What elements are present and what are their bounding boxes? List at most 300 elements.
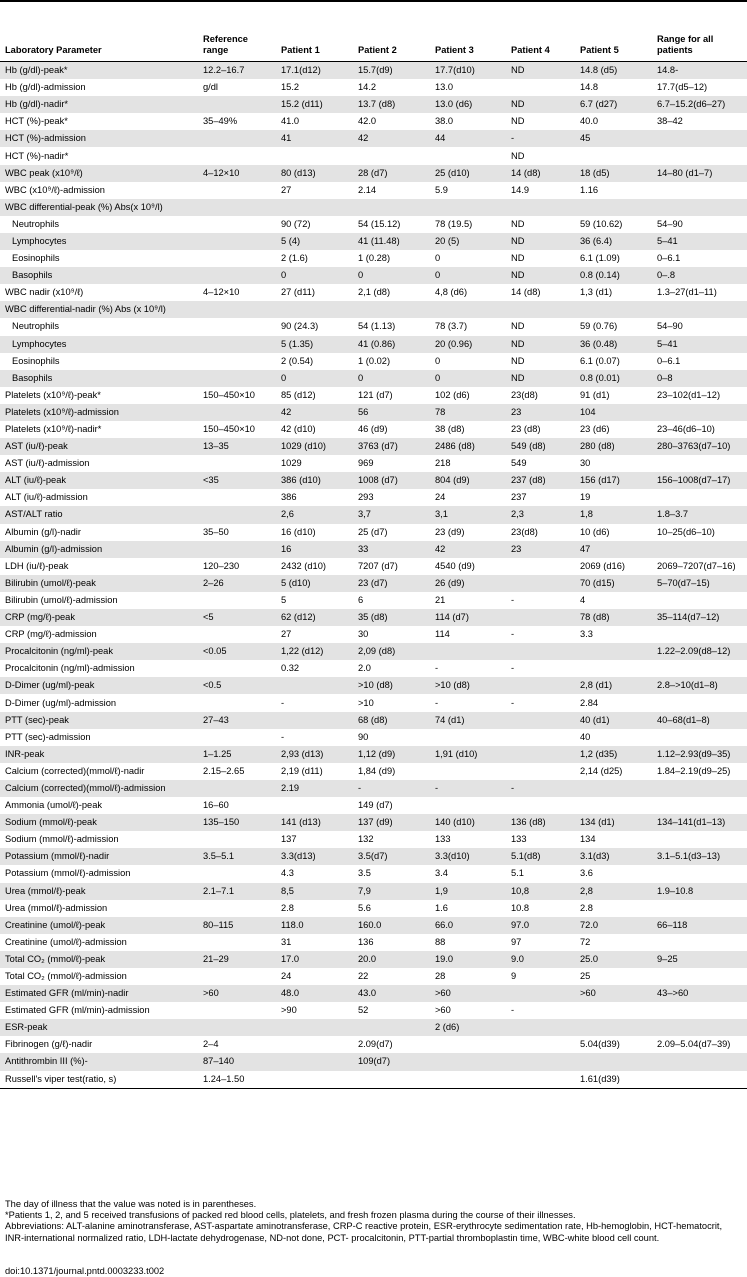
value-cell bbox=[430, 1071, 506, 1089]
parameter-cell: Hb (g/dl)-peak* bbox=[0, 62, 198, 80]
value-cell: 14.8 (d5) bbox=[575, 62, 652, 80]
value-cell: 5.1(d8) bbox=[506, 848, 575, 865]
table-row bbox=[0, 746, 747, 763]
parameter-cell: Platelets (x10⁹/ℓ)-nadir* bbox=[5, 424, 102, 435]
value-cell: 3.3(d13) bbox=[276, 848, 353, 865]
value-cell: 38 (d8) bbox=[435, 424, 465, 435]
value-cell: 90 (72) bbox=[281, 218, 311, 229]
value-cell: 2,1 (d8) bbox=[358, 287, 391, 298]
value-cell: 156–1008(d7–17) bbox=[652, 472, 747, 489]
value-cell: 0 bbox=[353, 267, 430, 284]
value-cell: 1,9 bbox=[430, 883, 506, 900]
table-row bbox=[0, 165, 747, 182]
value-cell: 74 (d1) bbox=[430, 712, 506, 729]
value-cell: 136 bbox=[358, 936, 374, 947]
value-cell: 90 (24.3) bbox=[281, 321, 319, 332]
value-cell bbox=[198, 541, 276, 558]
value-cell bbox=[652, 934, 747, 951]
value-cell: 20 (5) bbox=[430, 233, 506, 250]
value-cell: 42 bbox=[276, 404, 353, 421]
value-cell: 23(d8) bbox=[511, 526, 538, 537]
value-cell: 1,8 bbox=[575, 506, 652, 523]
table-row bbox=[0, 387, 747, 404]
parameter-cell: HCT (%)-peak* bbox=[5, 116, 68, 127]
value-cell: 54 (15.12) bbox=[358, 218, 401, 229]
value-cell bbox=[652, 404, 747, 421]
value-cell: 21 bbox=[435, 594, 446, 605]
value-cell: 2,93 (d13) bbox=[276, 746, 353, 763]
lab-results-table bbox=[0, 22, 747, 1089]
value-cell bbox=[652, 1019, 747, 1036]
table-row bbox=[0, 216, 747, 233]
table-row bbox=[0, 353, 747, 370]
value-cell bbox=[575, 199, 652, 216]
parameter-cell: Total CO₂ (mmol/ℓ)-admission bbox=[5, 971, 127, 982]
value-cell: 0 bbox=[353, 370, 430, 387]
value-cell: 7,9 bbox=[353, 883, 430, 900]
table-row bbox=[0, 968, 747, 985]
parameter-cell: AST/ALT ratio bbox=[0, 506, 198, 523]
value-cell: 134–141(d1–13) bbox=[652, 814, 747, 831]
value-cell: 97.0 bbox=[506, 917, 575, 934]
value-cell: 2–4 bbox=[203, 1039, 219, 1050]
value-cell bbox=[506, 558, 575, 575]
value-cell: 25 (d7) bbox=[358, 526, 388, 537]
value-cell bbox=[575, 1002, 652, 1019]
value-cell bbox=[198, 780, 276, 797]
value-cell: 137 (d9) bbox=[353, 814, 430, 831]
value-cell: 48.0 bbox=[276, 985, 353, 1002]
value-cell: 2 (0.54) bbox=[281, 355, 314, 366]
table-row bbox=[0, 147, 747, 164]
value-cell bbox=[506, 575, 575, 592]
value-cell: 1029 bbox=[281, 458, 302, 469]
value-cell bbox=[198, 147, 276, 164]
value-cell: 35–50 bbox=[203, 526, 229, 537]
value-cell: 35–49% bbox=[203, 116, 238, 127]
header-patient-3: Patient 3 bbox=[430, 22, 506, 62]
parameter-cell: Albumin (g/l)-nadir bbox=[5, 526, 81, 537]
value-cell: 23 (d6) bbox=[580, 424, 610, 435]
parameter-cell: WBC nadir (x10⁹/ℓ) bbox=[5, 287, 84, 298]
value-cell bbox=[276, 199, 353, 216]
value-cell bbox=[575, 780, 652, 797]
value-cell bbox=[506, 643, 575, 660]
value-cell: 7207 (d7) bbox=[358, 560, 398, 571]
value-cell: 2–26 bbox=[198, 575, 276, 592]
value-cell: ND bbox=[506, 267, 575, 284]
table-row bbox=[0, 814, 747, 831]
value-cell bbox=[506, 199, 575, 216]
value-cell bbox=[353, 301, 430, 318]
table-row bbox=[0, 934, 747, 951]
value-cell: 1,91 (d10) bbox=[430, 746, 506, 763]
value-cell bbox=[506, 712, 575, 729]
value-cell bbox=[430, 199, 506, 216]
value-cell: 31 bbox=[281, 936, 292, 947]
value-cell bbox=[276, 797, 353, 814]
parameter-cell: Total CO₂ (mmol/ℓ)-peak bbox=[0, 951, 198, 968]
value-cell: 1008 (d7) bbox=[353, 472, 430, 489]
table-row bbox=[0, 506, 747, 523]
table-row bbox=[0, 1071, 747, 1089]
value-cell: 2 (d6) bbox=[430, 1019, 506, 1036]
value-cell: 280 (d8) bbox=[575, 438, 652, 455]
value-cell: - bbox=[353, 780, 430, 797]
value-cell bbox=[276, 147, 353, 164]
value-cell bbox=[506, 79, 575, 96]
table-row bbox=[0, 336, 747, 353]
value-cell: 386 bbox=[281, 492, 297, 503]
table-row bbox=[0, 660, 747, 677]
value-cell: 40.0 bbox=[580, 116, 599, 127]
value-cell bbox=[506, 1071, 575, 1089]
table-row bbox=[0, 267, 747, 284]
value-cell: - bbox=[281, 731, 285, 742]
value-cell: 0.8 (0.01) bbox=[575, 370, 652, 387]
value-cell bbox=[353, 1071, 430, 1089]
parameter-cell: Potassium (mmol/ℓ)-nadir bbox=[0, 848, 198, 865]
value-cell: 24 bbox=[281, 971, 292, 982]
value-cell: - bbox=[435, 663, 439, 674]
value-cell bbox=[575, 660, 652, 677]
value-cell: 150–450×10 bbox=[203, 389, 255, 400]
value-cell bbox=[198, 968, 276, 985]
value-cell: 16 (d10) bbox=[281, 526, 316, 537]
value-cell: 1,84 (d9) bbox=[358, 765, 396, 776]
parameter-cell: WBC differential-nadir (%) Abs (x 10⁹/l) bbox=[0, 301, 198, 318]
table-row bbox=[0, 626, 747, 643]
value-cell: 1–1.25 bbox=[198, 746, 276, 763]
value-cell: 62 (d12) bbox=[276, 609, 353, 626]
table-row bbox=[0, 541, 747, 558]
value-cell: 23 bbox=[506, 541, 575, 558]
value-cell bbox=[652, 797, 747, 814]
value-cell: 59 (0.76) bbox=[580, 321, 618, 332]
value-cell bbox=[652, 489, 747, 506]
value-cell: ND bbox=[506, 370, 575, 387]
value-cell: 237 (d8) bbox=[506, 472, 575, 489]
value-cell: 41 (0.86) bbox=[353, 336, 430, 353]
value-cell: 1,3 (d1) bbox=[580, 287, 613, 298]
value-cell: 56 bbox=[353, 404, 430, 421]
value-cell bbox=[652, 541, 747, 558]
value-cell: 2432 (d10) bbox=[281, 560, 326, 571]
header-patient-4: Patient 4 bbox=[506, 22, 575, 62]
value-cell bbox=[575, 1053, 652, 1070]
value-cell: 44 bbox=[430, 130, 506, 147]
value-cell: 2.0 bbox=[358, 663, 371, 674]
value-cell: 549 bbox=[511, 458, 527, 469]
value-cell: 2.09(d7) bbox=[358, 1039, 393, 1050]
value-cell: 114 bbox=[435, 629, 450, 640]
value-cell bbox=[652, 900, 747, 917]
value-cell: 13.0 bbox=[435, 82, 454, 93]
value-cell: 2.15–2.65 bbox=[203, 765, 245, 776]
parameter-cell: D-Dimer (ug/ml)-peak bbox=[0, 677, 198, 694]
value-cell: 27 bbox=[281, 629, 292, 640]
value-cell: 150–450×10 bbox=[203, 424, 255, 435]
value-cell: 549 (d8) bbox=[506, 438, 575, 455]
value-cell: 160.0 bbox=[353, 917, 430, 934]
value-cell: ND bbox=[511, 150, 525, 161]
value-cell: 42 bbox=[430, 541, 506, 558]
value-cell: - bbox=[506, 130, 575, 147]
value-cell: 2,19 (d11) bbox=[281, 765, 323, 776]
value-cell: 134 (d1) bbox=[575, 814, 652, 831]
value-cell bbox=[198, 694, 276, 711]
value-cell bbox=[652, 455, 747, 472]
value-cell: 2.8 bbox=[281, 902, 294, 913]
parameter-cell: HCT (%)-nadir* bbox=[5, 150, 69, 161]
value-cell bbox=[198, 592, 276, 609]
value-cell bbox=[198, 404, 276, 421]
value-cell: 13.0 (d6) bbox=[430, 96, 506, 113]
value-cell bbox=[652, 147, 747, 164]
value-cell: 40 bbox=[580, 731, 591, 742]
value-cell: ND bbox=[511, 218, 525, 229]
value-cell: 33 bbox=[353, 541, 430, 558]
value-cell: 1.84–2.19(d9–25) bbox=[657, 765, 731, 776]
value-cell: 13.7 (d8) bbox=[353, 96, 430, 113]
value-cell: 23(d8) bbox=[511, 389, 538, 400]
value-cell: >90 bbox=[281, 1005, 297, 1016]
parameter-cell: CRP (mg/ℓ)-admission bbox=[5, 629, 97, 640]
value-cell bbox=[198, 336, 276, 353]
value-cell bbox=[353, 147, 430, 164]
parameter-cell: AST (iu/ℓ)-peak bbox=[0, 438, 198, 455]
value-cell: 10 (d6) bbox=[580, 526, 610, 537]
value-cell: 66–118 bbox=[652, 917, 747, 934]
parameter-cell: Bilirubin (umol/ℓ)-peak bbox=[0, 575, 198, 592]
value-cell: >60 bbox=[198, 985, 276, 1002]
value-cell bbox=[276, 301, 353, 318]
value-cell: <0.05 bbox=[198, 643, 276, 660]
value-cell: 47 bbox=[575, 541, 652, 558]
table-row bbox=[0, 233, 747, 250]
value-cell: 45 bbox=[575, 130, 652, 147]
value-cell: 23–46(d6–10) bbox=[657, 424, 715, 435]
value-cell: 70 (d15) bbox=[575, 575, 652, 592]
value-cell: 36 (0.48) bbox=[575, 336, 652, 353]
value-cell: 237 bbox=[511, 492, 527, 503]
value-cell bbox=[652, 694, 747, 711]
value-cell: 10–25(d6–10) bbox=[657, 526, 715, 537]
table-row bbox=[0, 318, 747, 335]
value-cell: 3,1 bbox=[430, 506, 506, 523]
value-cell bbox=[198, 489, 276, 506]
value-cell: 6.7–15.2(d6–27) bbox=[652, 96, 747, 113]
value-cell: 5 bbox=[281, 594, 287, 605]
value-cell: 22 bbox=[358, 971, 369, 982]
value-cell: 0 bbox=[430, 370, 506, 387]
value-cell: 72 bbox=[580, 936, 591, 947]
value-cell: 5–41 bbox=[652, 233, 747, 250]
parameter-cell: PTT (sec)-peak bbox=[0, 712, 198, 729]
parameter-cell: Basophils bbox=[0, 267, 198, 284]
header-reference-range: Reference range bbox=[198, 22, 276, 62]
value-cell bbox=[652, 1053, 747, 1070]
value-cell: 4,8 (d6) bbox=[435, 287, 468, 298]
value-cell: 40–68(d1–8) bbox=[652, 712, 747, 729]
value-cell: 133 bbox=[435, 834, 451, 845]
table-row bbox=[0, 524, 747, 541]
parameter-cell: Russell's viper test(ratio, s) bbox=[0, 1071, 198, 1089]
value-cell: 35–114(d7–12) bbox=[652, 609, 747, 626]
parameter-cell: Hb (g/dl)-nadir* bbox=[0, 96, 198, 113]
value-cell bbox=[198, 353, 276, 370]
value-cell: 59 (10.62) bbox=[580, 218, 623, 229]
value-cell: 3.1–5.1(d3–13) bbox=[652, 848, 747, 865]
parameter-cell: Calcium (corrected)(mmol/ℓ)-admission bbox=[0, 780, 198, 797]
value-cell: 23 (d7) bbox=[353, 575, 430, 592]
value-cell: 88 bbox=[435, 936, 446, 947]
value-cell: ND bbox=[511, 116, 525, 127]
value-cell: 23 bbox=[506, 404, 575, 421]
value-cell: 2.19 bbox=[276, 780, 353, 797]
value-cell bbox=[198, 934, 276, 951]
value-cell: 20.0 bbox=[353, 951, 430, 968]
value-cell: 80 (d13) bbox=[276, 165, 353, 182]
header-parameter: Laboratory Parameter bbox=[0, 22, 198, 62]
parameter-cell: WBC differential-peak (%) Abs(x 10⁹/l) bbox=[0, 199, 198, 216]
value-cell: 14.2 bbox=[358, 82, 377, 93]
value-cell: 27–43 bbox=[198, 712, 276, 729]
parameter-cell: Bilirubin (umol/ℓ)-admission bbox=[5, 594, 118, 605]
header-patient-1: Patient 1 bbox=[276, 22, 353, 62]
table-body bbox=[0, 62, 747, 1089]
table-row bbox=[0, 643, 747, 660]
parameter-cell: Fibrinogen (g/ℓ)-nadir bbox=[5, 1039, 93, 1050]
table-row bbox=[0, 780, 747, 797]
value-cell: <5 bbox=[198, 609, 276, 626]
value-cell: 134 bbox=[580, 834, 596, 845]
value-cell bbox=[506, 746, 575, 763]
parameter-cell: AST (iu/ℓ)-admission bbox=[5, 458, 90, 469]
parameter-cell: Eosinophils bbox=[12, 253, 60, 264]
value-cell bbox=[430, 797, 506, 814]
parameter-cell: Neutrophils bbox=[12, 218, 60, 229]
value-cell: 6.1 (0.07) bbox=[580, 355, 620, 366]
value-cell bbox=[198, 216, 276, 233]
value-cell: 5–41 bbox=[652, 336, 747, 353]
value-cell: 9.0 bbox=[506, 951, 575, 968]
value-cell bbox=[652, 130, 747, 147]
table-row bbox=[0, 62, 747, 80]
value-cell: 54–90 bbox=[657, 218, 683, 229]
value-cell: 52 bbox=[358, 1005, 369, 1016]
value-cell: 4–12×10 bbox=[198, 165, 276, 182]
header-patient-2: Patient 2 bbox=[353, 22, 430, 62]
value-cell: 18 (d5) bbox=[575, 165, 652, 182]
value-cell: 5 (1.35) bbox=[276, 336, 353, 353]
value-cell bbox=[430, 763, 506, 780]
value-cell: 46 (d9) bbox=[358, 424, 388, 435]
value-cell: 120–230 bbox=[203, 560, 240, 571]
value-cell: 0 bbox=[276, 267, 353, 284]
value-cell: 0–6.1 bbox=[657, 355, 681, 366]
table-row bbox=[0, 985, 747, 1002]
value-cell: 293 bbox=[358, 492, 374, 503]
value-cell bbox=[430, 729, 506, 746]
value-cell: >60 bbox=[575, 985, 652, 1002]
value-cell: g/dl bbox=[203, 82, 218, 93]
value-cell: 3.3 bbox=[580, 629, 593, 640]
value-cell: 4–12×10 bbox=[203, 287, 240, 298]
value-cell: 3.5 bbox=[358, 868, 371, 879]
value-cell bbox=[198, 626, 276, 643]
value-cell bbox=[506, 729, 575, 746]
value-cell: 91 (d1) bbox=[580, 389, 610, 400]
value-cell: 3,7 bbox=[353, 506, 430, 523]
value-cell bbox=[506, 609, 575, 626]
value-cell: 21–29 bbox=[198, 951, 276, 968]
value-cell: 26 (d9) bbox=[430, 575, 506, 592]
parameter-cell: Antithrombin III (%)- bbox=[0, 1053, 198, 1070]
value-cell: ND bbox=[511, 321, 525, 332]
value-cell bbox=[506, 1053, 575, 1070]
value-cell bbox=[198, 455, 276, 472]
value-cell: 15.7(d9) bbox=[353, 62, 430, 80]
value-cell: 28 bbox=[435, 971, 446, 982]
value-cell: 2486 (d8) bbox=[430, 438, 506, 455]
value-cell: 14.8- bbox=[652, 62, 747, 80]
header-patient-5: Patient 5 bbox=[575, 22, 652, 62]
value-cell bbox=[353, 1019, 430, 1036]
table-row bbox=[0, 182, 747, 199]
value-cell: 141 (d13) bbox=[276, 814, 353, 831]
value-cell: 20 (0.96) bbox=[430, 336, 506, 353]
value-cell: 0 bbox=[435, 355, 441, 366]
value-cell: 10,8 bbox=[506, 883, 575, 900]
table-row bbox=[0, 729, 747, 746]
value-cell: - bbox=[281, 697, 285, 708]
value-cell bbox=[652, 1071, 747, 1089]
value-cell: ND bbox=[506, 336, 575, 353]
parameter-cell: Procalcitonin (ng/ml)-admission bbox=[5, 663, 135, 674]
value-cell: 15.2 bbox=[281, 82, 300, 93]
value-cell: 80–115 bbox=[198, 917, 276, 934]
value-cell: 6 bbox=[358, 594, 364, 605]
value-cell: 4.3 bbox=[281, 868, 294, 879]
value-cell bbox=[652, 729, 747, 746]
value-cell: 19.0 bbox=[430, 951, 506, 968]
value-cell: 0 bbox=[276, 370, 353, 387]
value-cell: 78 (d8) bbox=[575, 609, 652, 626]
value-cell: 0 bbox=[430, 267, 506, 284]
value-cell: 0 bbox=[435, 253, 441, 264]
value-cell: - bbox=[506, 780, 575, 797]
table-row bbox=[0, 284, 747, 301]
parameter-cell: Ammonia (umol/ℓ)-peak bbox=[5, 800, 103, 811]
table-row bbox=[0, 113, 747, 130]
value-cell: 68 (d8) bbox=[353, 712, 430, 729]
value-cell: 30 bbox=[358, 629, 369, 640]
table-row bbox=[0, 489, 747, 506]
value-cell: 42 (d10) bbox=[281, 424, 316, 435]
value-cell: 2,14 (d25) bbox=[580, 765, 623, 776]
table-row bbox=[0, 951, 747, 968]
value-cell: <35 bbox=[198, 472, 276, 489]
value-cell: 17.7(d10) bbox=[430, 62, 506, 80]
value-cell: 35 (d8) bbox=[353, 609, 430, 626]
value-cell: 54 (1.13) bbox=[358, 321, 396, 332]
table-row bbox=[0, 831, 747, 848]
value-cell: 1.6 bbox=[435, 902, 448, 913]
value-cell bbox=[506, 985, 575, 1002]
value-cell bbox=[575, 1019, 652, 1036]
value-cell: 72.0 bbox=[575, 917, 652, 934]
